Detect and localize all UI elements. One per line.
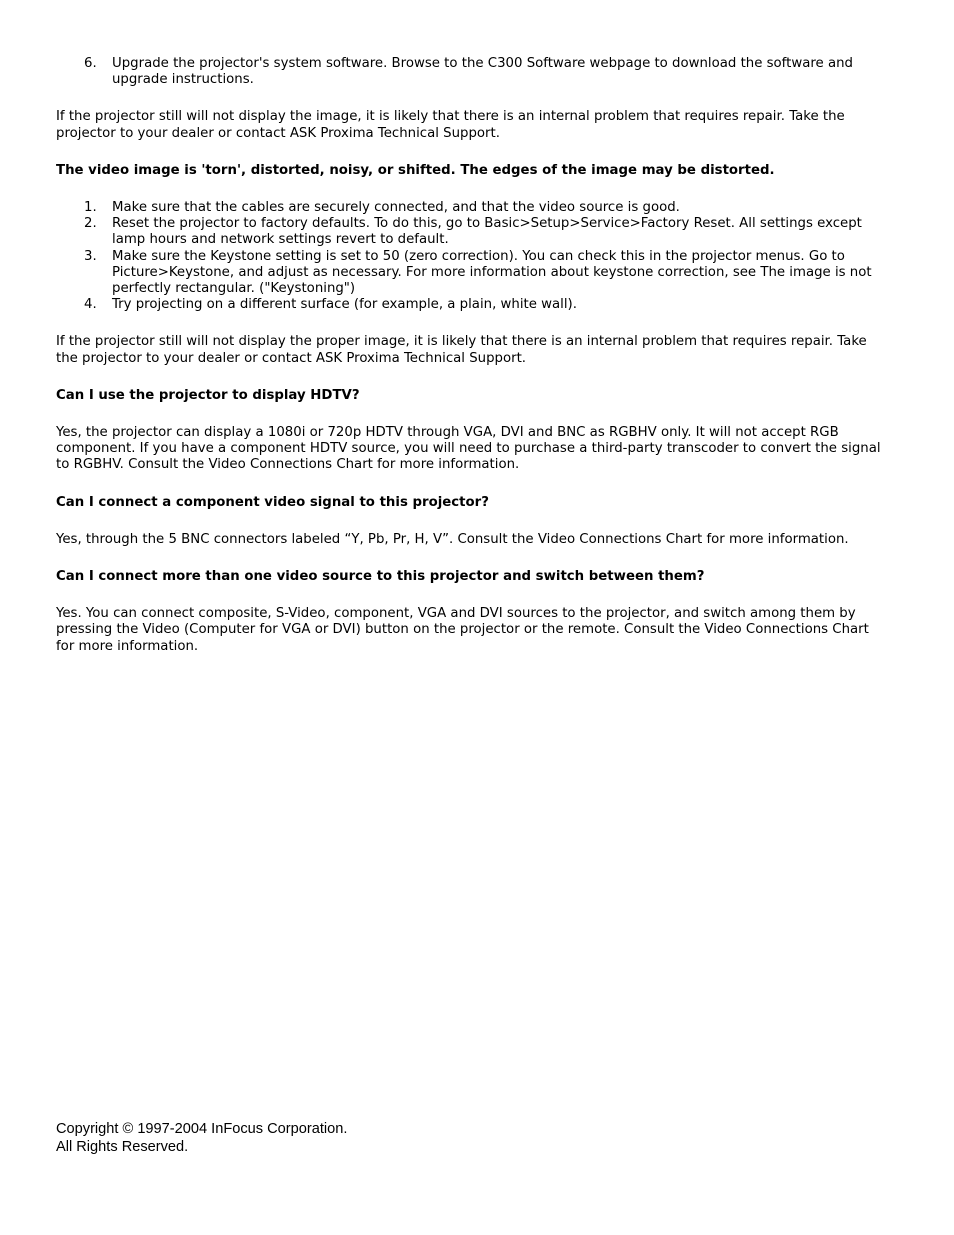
rights-reserved-line: All Rights Reserved. [56, 1139, 189, 1155]
list-item-number: 4. [84, 297, 97, 313]
list-item-number: 3. [84, 248, 97, 264]
document-body [56, 56, 888, 655]
torn-image-steps-list [56, 200, 888, 313]
repair-paragraph: If the projector still will not display the image, it is likely that there is an internal problem that requires repair. Take the projector to your dealer or contact ASK Proxima Technical Support. [56, 109, 845, 141]
repair-followup-paragraph: If the projector still will not display the proper image, it is likely that there is an internal problem that requires repair. Take the projector to your dealer or contact ASK Proxima Technical Support. [56, 334, 867, 366]
list-item-text: Make sure that the cables are securely connected, and that the video source is good. [112, 200, 680, 216]
list-item-number: 1. [84, 200, 97, 216]
list-item [56, 56, 888, 88]
list-item [56, 297, 888, 313]
faq-answer-multiple-sources: Yes. You can connect composite, S-Video, component, VGA and DVI sources to the projector, and switch among them by pressing the Video (Computer for VGA or DVI) button on the projector or the remote. Consult the Video Connections Chart for more information. [56, 606, 869, 654]
copyright-line: Copyright © 1997-2004 InFocus Corporation. [56, 1121, 348, 1137]
faq-answer-component-video: Yes, through the 5 BNC connectors labeled “Y, Pb, Pr, H, V”. Consult the Video Connections Chart for more information. [56, 531, 849, 547]
list-item [56, 200, 888, 216]
upgrade-step-list [56, 56, 888, 88]
list-item-text: Make sure the Keystone setting is set to 50 (zero correction). You can check this in the projector menus. Go to Picture>Keystone, and adjust as necessary. For more information about keystone correction, see The image is not perfectly rectangular. ("Keystoning") [112, 248, 872, 297]
list-item-number: 6. [84, 56, 97, 71]
faq-question-component-video: Can I connect a component video signal to this projector? [56, 494, 489, 510]
list-item [56, 216, 888, 248]
section-heading-torn-image: The video image is 'torn', distorted, noisy, or shifted. The edges of the image may be distorted. [56, 162, 775, 178]
list-item-text: Upgrade the projector's system software. Browse to the C300 Software webpage to download the software and upgrade instructions. [112, 56, 853, 88]
faq-answer-hdtv: Yes, the projector can display a 1080i or 720p HDTV through VGA, DVI and BNC as RGBHV only. It will not accept RGB component. If you have a component HDTV source, you will need to purchase a third-party transcoder to convert the signal to RGBHV. Consult the Video Connections Chart for more information. [56, 425, 881, 473]
faq-question-hdtv: Can I use the projector to display HDTV? [56, 387, 360, 403]
list-item [56, 249, 888, 298]
faq-question-multiple-sources: Can I connect more than one video source to this projector and switch between them? [56, 569, 705, 585]
list-item-text: Try projecting on a different surface (for example, a plain, white wall). [112, 297, 577, 313]
copyright-footer [56, 1120, 347, 1156]
list-item-text: Reset the projector to factory defaults. To do this, go to Basic>Setup>Service>Factory Reset. All settings except lamp hours and network settings revert to default. [112, 216, 862, 248]
list-item-number: 2. [84, 216, 97, 232]
